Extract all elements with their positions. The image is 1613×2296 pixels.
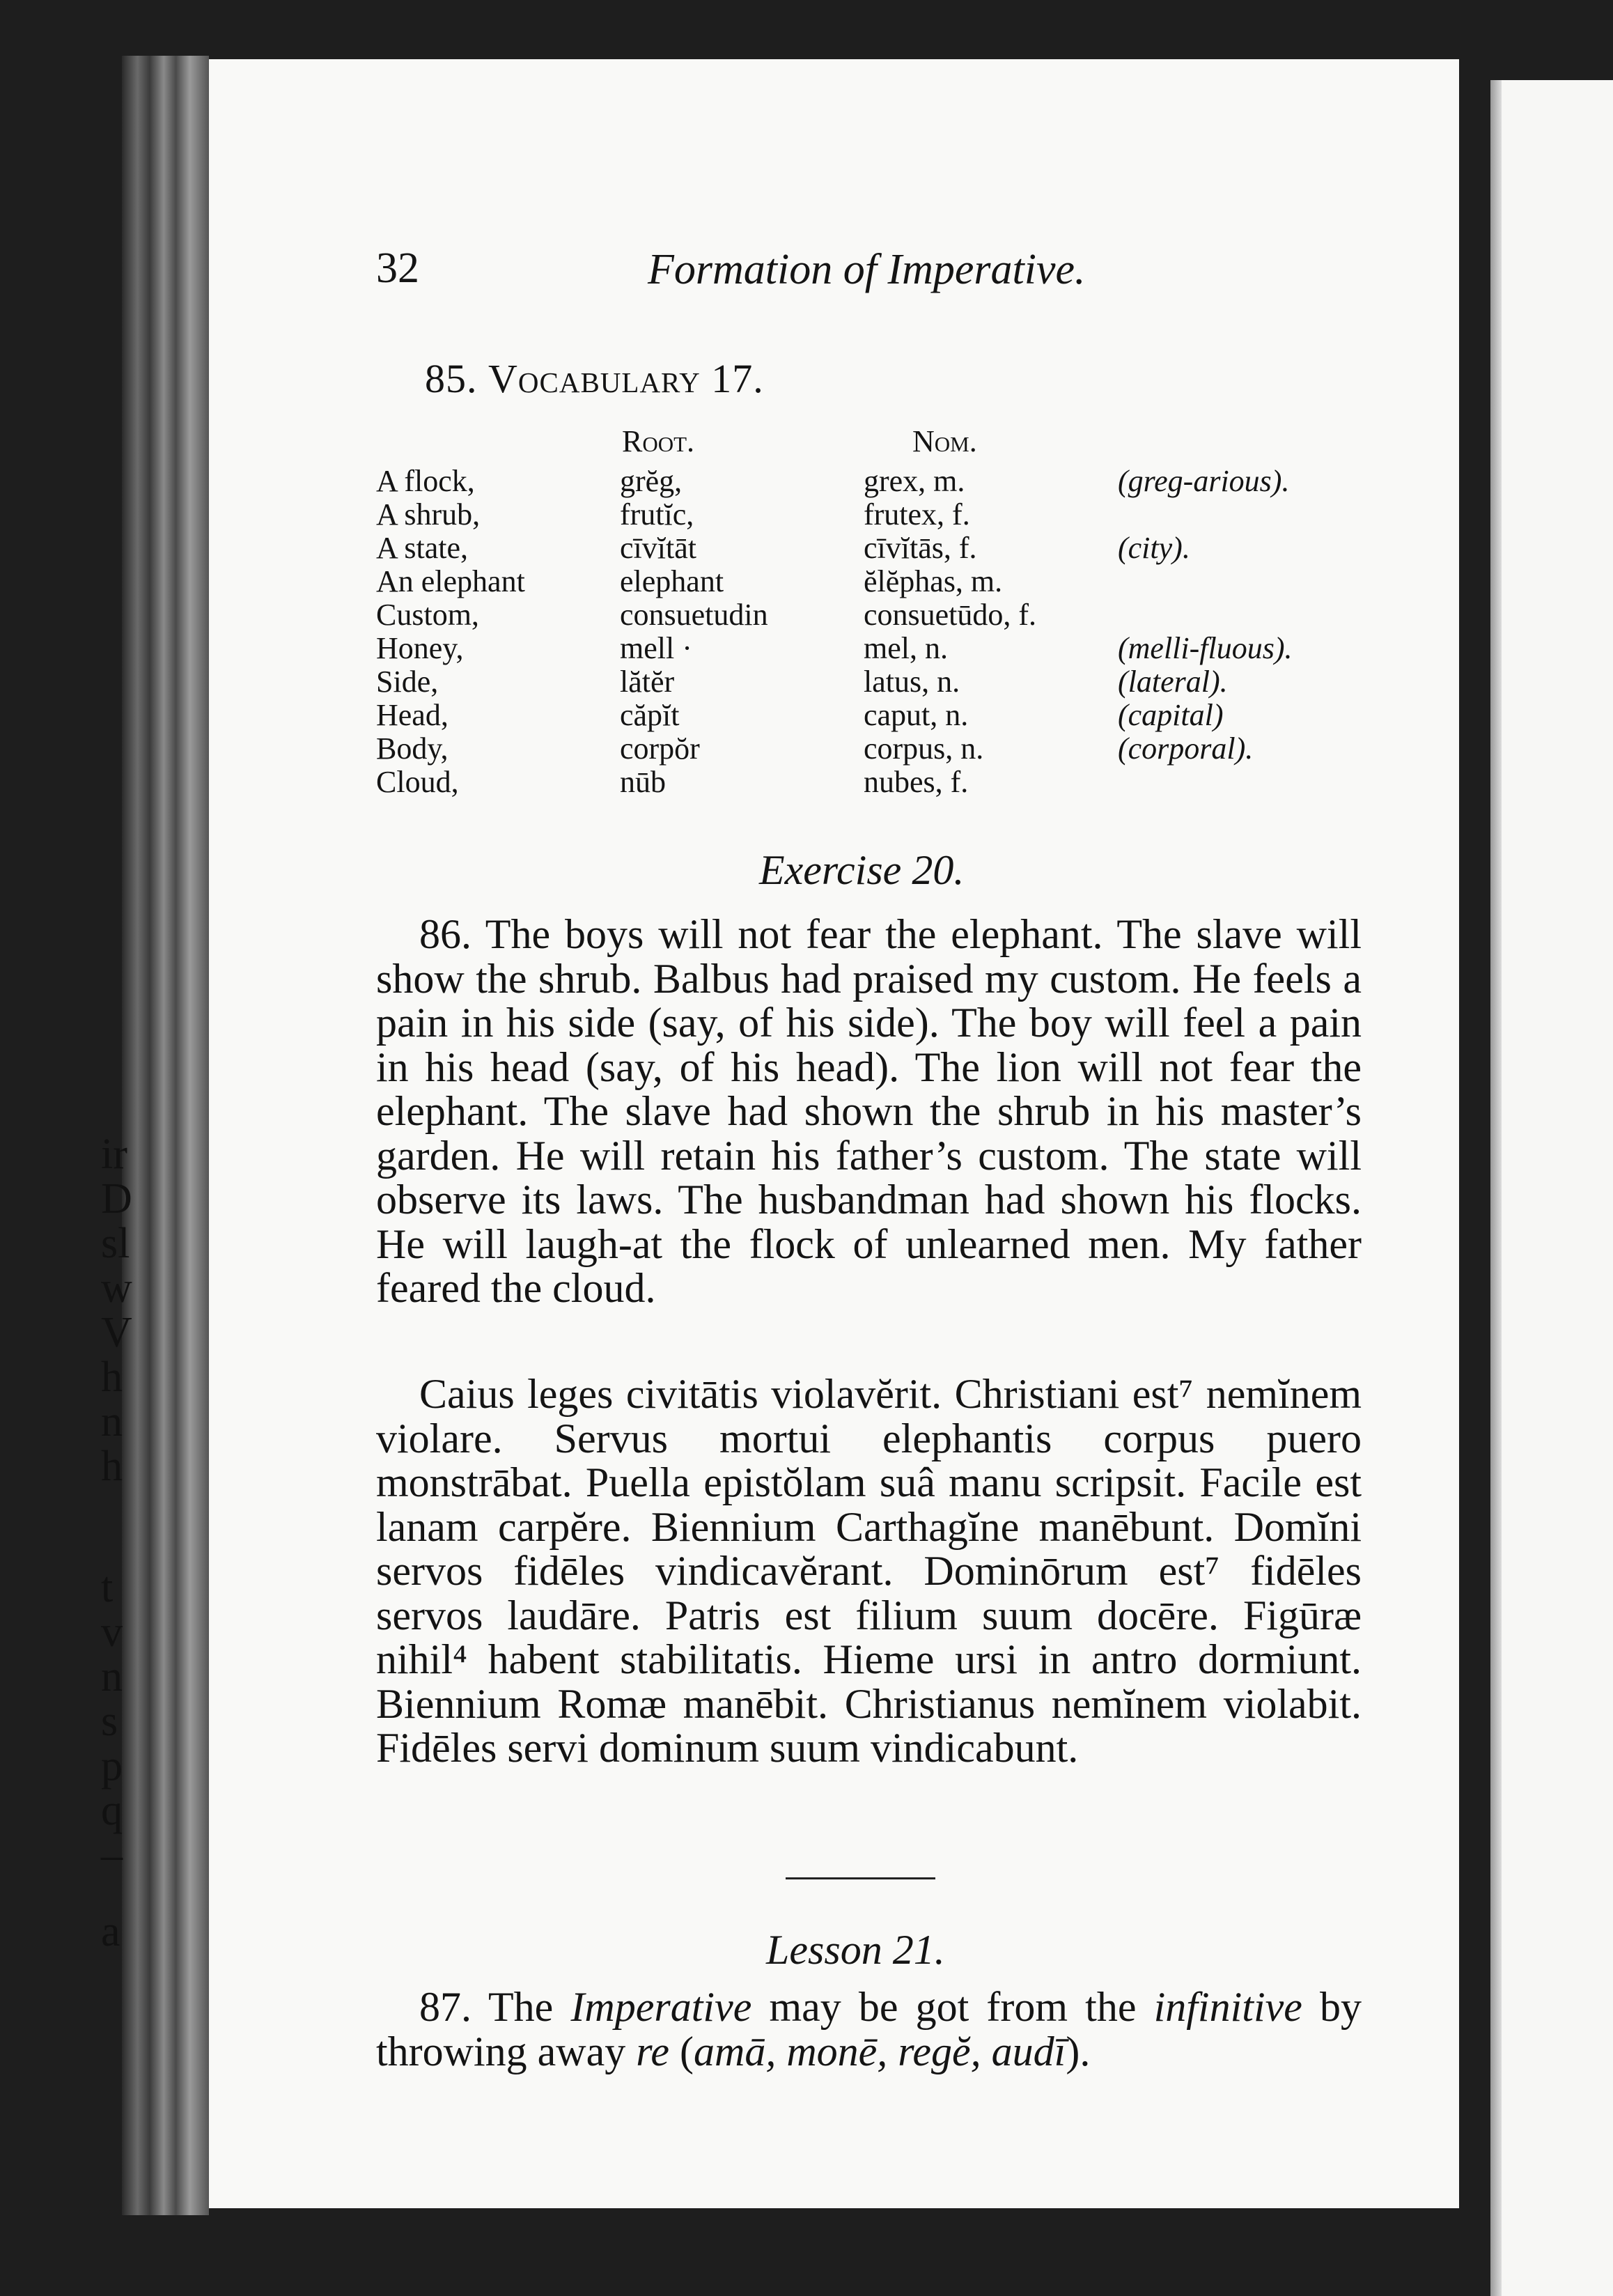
- vocabulary-label: Vocabulary 17.: [488, 356, 764, 401]
- vocab-root: nūb: [620, 765, 666, 799]
- fragment-line: q: [101, 1787, 123, 1834]
- running-title: Formation of Imperative.: [648, 246, 1086, 293]
- lesson-text: by throwing away: [376, 1984, 1362, 2074]
- vocab-english: Custom,: [376, 598, 479, 632]
- vocab-nominative: ĕlĕphas, m.: [864, 564, 1003, 598]
- term-imperative: Imperative: [570, 1984, 752, 2030]
- vocab-derivative: (greg-arious).: [1118, 464, 1290, 498]
- vocab-english: Head,: [376, 698, 449, 732]
- fragment-line: h: [101, 1443, 123, 1490]
- fragment-line: sl: [101, 1220, 130, 1267]
- vocab-english: An elephant: [376, 564, 525, 598]
- fragment-line: s: [101, 1698, 118, 1745]
- lesson-text: 87. The: [419, 1984, 571, 2030]
- vocab-root: lătĕr: [620, 665, 675, 699]
- vocab-root: corpŏr: [620, 731, 700, 766]
- fragment-line: n: [101, 1398, 123, 1445]
- vocab-nominative: consuetūdo, f.: [864, 598, 1037, 632]
- vocab-english: A flock,: [376, 464, 475, 498]
- lesson-title: Lesson 21.: [766, 1927, 945, 1973]
- vocab-derivative: (corporal).: [1118, 731, 1254, 766]
- vocab-english: Side,: [376, 665, 439, 699]
- vocab-english: Cloud,: [376, 765, 459, 799]
- vocab-root: grĕg,: [620, 464, 683, 498]
- lesson-paragraph: [376, 1985, 1362, 2074]
- book-spine: [122, 56, 209, 2215]
- fragment-line: p: [101, 1742, 123, 1790]
- vocab-nominative: cīvĭtās, f.: [864, 531, 977, 565]
- fragment-line: –: [101, 1831, 123, 1879]
- fragment-gap: [101, 1489, 129, 1565]
- column-header-nom: Nom.: [912, 424, 977, 458]
- exercise-latin-paragraph: Caius leges civitātis violavĕrit. Christiani est⁷ nemĭnem violare. Servus mortui elephantis corpus puero monstrābat. Puella epistŏlam suâ manu scripsit. Facile est lanam carpĕre. Biennium Carthagĭne manēbunt. Domĭni servos fidēles vindicavĕrant. Dominōrum est⁷ fidēles servos laudāre. Patris est filium suum docēre. Figūræ nihil⁴ habent stabilitatis. Hieme ursi in antro dormiunt. Biennium Romæ manēbit. Christianus nemĭnem violabit. Fidēles servi dominum suum vindicabunt.: [376, 1371, 1362, 1771]
- vocab-nominative: latus, n.: [864, 665, 960, 699]
- vocab-nominative: caput, n.: [864, 698, 969, 732]
- term-infinitive: infinitive: [1153, 1984, 1302, 2030]
- exercise-title: Exercise 20.: [759, 847, 965, 893]
- fragment-line: h: [101, 1353, 123, 1401]
- vocab-derivative: (capital): [1118, 698, 1224, 732]
- lesson-text: may be got from the: [751, 1984, 1154, 2030]
- term-re: re: [636, 2028, 670, 2074]
- vocab-english: A state,: [376, 531, 468, 565]
- fragment-line: w: [101, 1264, 132, 1312]
- vocab-english: Honey,: [376, 631, 464, 665]
- fragment-line: a: [101, 1908, 120, 1955]
- imperative-forms: amā, monē, regĕ, audī: [694, 2028, 1066, 2074]
- vocab-root: mell ·: [620, 631, 692, 665]
- vocab-root: frutĭc,: [620, 497, 694, 532]
- vocab-root: cīvĭtāt: [620, 531, 696, 565]
- fragment-line: t: [101, 1564, 114, 1611]
- vocab-english: A shrub,: [376, 497, 481, 532]
- fragment-line: V: [101, 1309, 132, 1356]
- vocab-english: Body,: [376, 731, 449, 766]
- vocabulary-heading: [425, 355, 764, 402]
- vocab-derivative: (melli-fluous).: [1118, 631, 1293, 665]
- vocab-derivative: (city).: [1118, 531, 1190, 565]
- fragment-line: D: [101, 1175, 132, 1223]
- vocab-nominative: mel, n.: [864, 631, 948, 665]
- page-gutter-shadow: [1490, 80, 1502, 2296]
- column-header-root: Root.: [622, 424, 695, 458]
- section-divider: [786, 1877, 935, 1879]
- vocab-nominative: corpus, n.: [864, 731, 984, 766]
- vocab-nominative: grex, m.: [864, 464, 965, 498]
- fragment-line: n: [101, 1653, 123, 1700]
- page-number: 32: [376, 245, 419, 292]
- fragment-line: ir: [101, 1131, 127, 1178]
- vocab-root: căpĭt: [620, 698, 680, 732]
- fragment-line: v: [101, 1608, 123, 1656]
- exercise-english-paragraph: 86. The boys will not fear the elephant. The slave will show the shrub. Balbus had praised my custom. He feels a pain in his side (say, of his side). The boy will feel a pain in his head (say, of his head). The lion will not fear the elephant. The slave had shown the shrub in his master’s garden. He will retain his father’s custom. The state will observe its laws. The husbandman had shown his flocks. He will laugh-at the flock of unlearned men. My father feared the cloud.: [376, 911, 1362, 1311]
- next-page-edge: [1490, 80, 1613, 2296]
- lesson-text: (: [669, 2028, 694, 2074]
- lesson-text: ).: [1066, 2028, 1091, 2074]
- vocab-root: consuetudin: [620, 598, 768, 632]
- vocab-nominative: nubes, f.: [864, 765, 969, 799]
- next-page-fragments: [101, 1131, 132, 1955]
- vocabulary-section-number: 85.: [425, 356, 478, 401]
- vocab-root: elephant: [620, 564, 724, 598]
- vocab-nominative: frutex, f.: [864, 497, 970, 532]
- vocab-derivative: (lateral).: [1118, 665, 1228, 699]
